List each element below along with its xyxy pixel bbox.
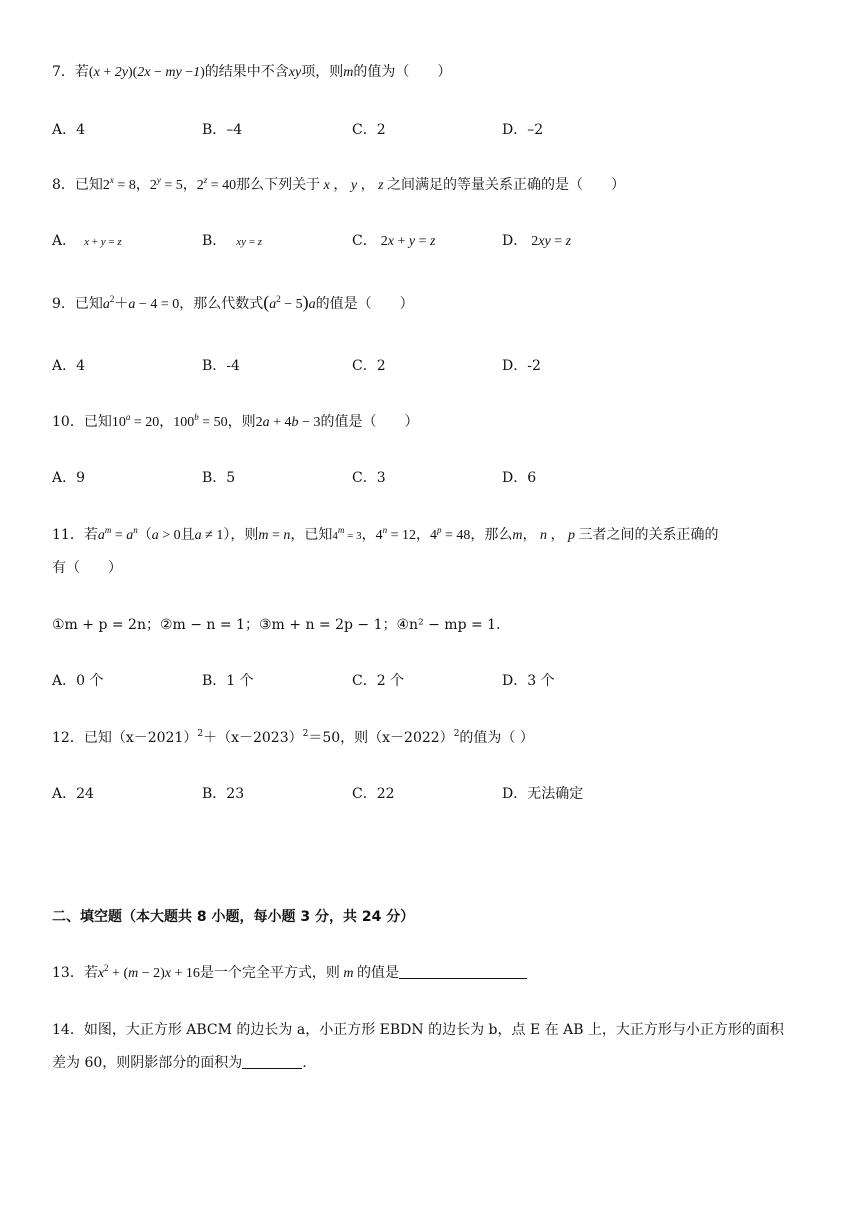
option-d: D．6 [502,470,537,486]
option-d: D．无法确定 [502,786,584,802]
option-b: B．23 [202,786,245,802]
option-b: B．5 [202,470,236,486]
option-c: C．2 [352,358,386,374]
option-d: D．–2 [502,122,544,138]
option-a: A． x + y = z [52,233,122,249]
option-d: D．3 个 [502,673,555,689]
question-9: 9．已知$a^2+a - 4 = 0$，那么代数式$(a^2 - 5)a$的值是（ ） [52,292,414,312]
question-14-line-2: 差为 60，则阴影部分的面积为 . [52,1055,307,1071]
option-d: D． 2xy = z [502,233,572,249]
option-c: C．22 [352,786,395,802]
answer-blank[interactable] [399,978,527,979]
option-b: B．–4 [202,122,243,138]
option-a: A．9 [52,470,86,486]
option-a: A．0 个 [52,673,104,689]
question-14-line-1: 14．如图，大正方形 ABCM 的边长为 a，小正方形 EBDN 的边长为 b，点 E 在 AB 上，大正方形与小正方形的面积 [52,1022,784,1038]
option-c: C．3 [352,470,386,486]
option-a: A．24 [52,786,94,802]
question-12: 12．已知$(x-2021)^2+(x-2023)^2=50$，则$(x-2022)^2$的值为（ ） [52,729,534,746]
option-b: B．1 个 [202,673,254,689]
question-11-line-2: 有（ ） [52,560,122,576]
option-c: C． 2x + y = z [352,233,436,249]
option-c: C．2 [352,122,386,138]
question-11-statements: ①m + p = 2n；②m − n = 1；③m + n = 2p − 1；④n² − mp = 1． [52,617,511,633]
question-8: 8．已知2$^x$ = 8，2$^y$ = 5，2$^z$ = 40那么下列关于 x ， y ， z 之间满足的等量关系正确的是（ ） [52,175,626,193]
option-a: A．4 [52,122,86,138]
math-expression: (x + 2y)(2x − my −1) [88,65,205,80]
question-10: 10．已知10$^a$ = 20，100$^b$ = 50，则2a + 4b − 3的值是（ ） [52,412,419,430]
section-heading: 二、填空题（本大题共 8 小题，每小题 3 分，共 24 分） [52,909,415,925]
option-c: C．2 个 [352,673,405,689]
option-a: A．4 [52,358,86,374]
option-b: B． xy = z [202,233,263,249]
option-d: D．-2 [502,358,541,374]
question-13: 13．若$x^2 + (m - 2)x + 16$是一个完全平方式，则 m 的值是 [52,962,527,982]
question-7: 7．若(x + 2y)(2x − my −1)的结果中不含xy项，则m的值为（ ） [52,64,452,80]
question-11: 11．若$a^m = a^n(a > 0$且a ≠ 1），则m = n，已知4$^m$ = 3，4$^n$ = 12，4$^p$ = 48，那么m， n ， p 三者之间的关系正确的 [52,525,719,543]
option-b: B．-4 [202,358,240,374]
answer-blank[interactable] [242,1068,302,1069]
